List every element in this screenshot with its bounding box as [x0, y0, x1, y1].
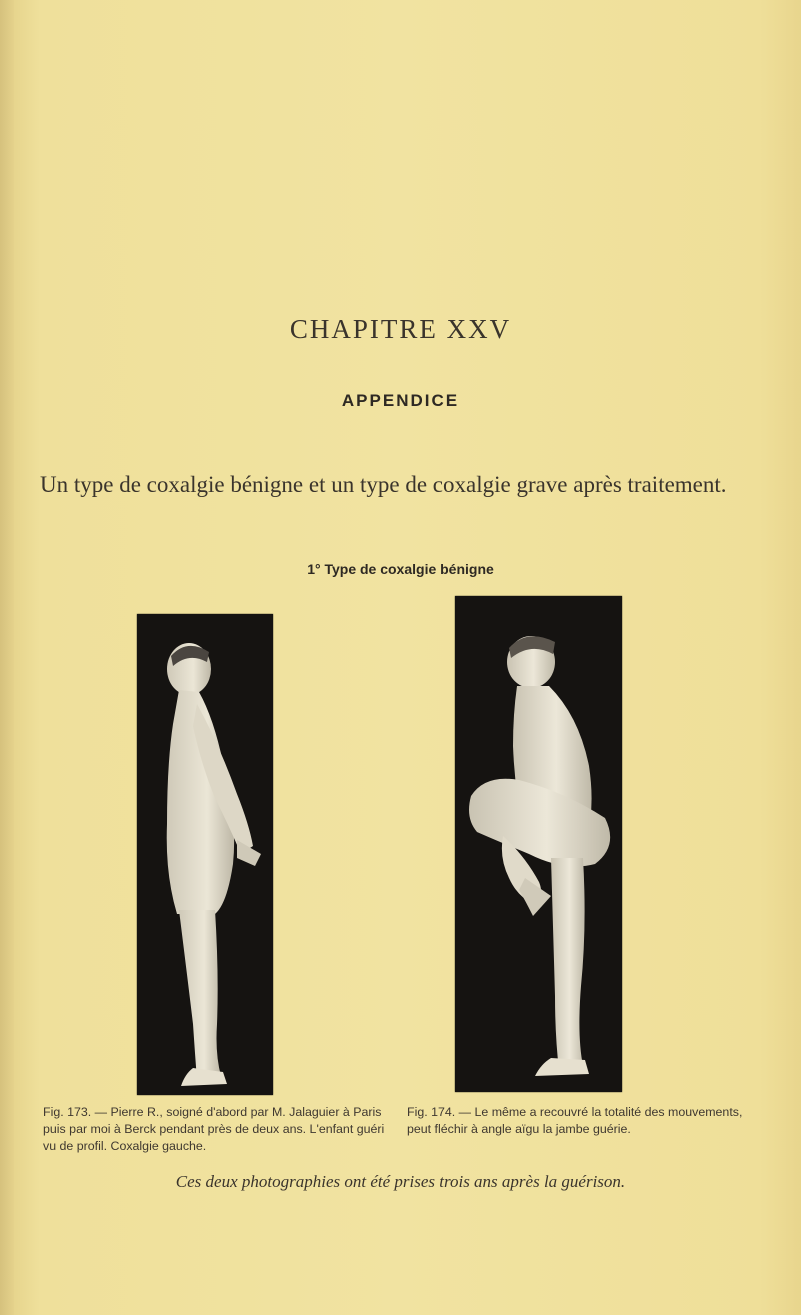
photo-footnote: Ces deux photographies ont été prises trois ans après la guérison. [175, 1172, 626, 1191]
section-heading: 1° Type de coxalgie bénigne [307, 561, 494, 577]
figure-173-silhouette [137, 614, 273, 1095]
figure-174-caption: Fig. 174. — Le même a recouvré la totalité des mouvements, peut fléchir à angle aïgu la jambe guérie. [407, 1105, 743, 1136]
chapter-title: CHAPITRE XXV [289, 314, 512, 344]
page-edge-shadow [0, 0, 14, 1315]
figure-173-photo [137, 614, 273, 1095]
appendix-heading: APPENDICE [341, 391, 460, 410]
figure-173-caption: Fig. 173. — Pierre R., soigné d'abord par M. Jalaguier à Paris puis par moi à Berck pendant près de deux ans. L'enfant guéri vu de profil. Coxalgie gauche. [43, 1105, 385, 1153]
figure-174-photo [455, 596, 622, 1092]
intro-paragraph: Un type de coxalgie bénigne et un type de coxalgie grave après traitement. [40, 472, 727, 497]
figure-174-silhouette [455, 596, 622, 1092]
